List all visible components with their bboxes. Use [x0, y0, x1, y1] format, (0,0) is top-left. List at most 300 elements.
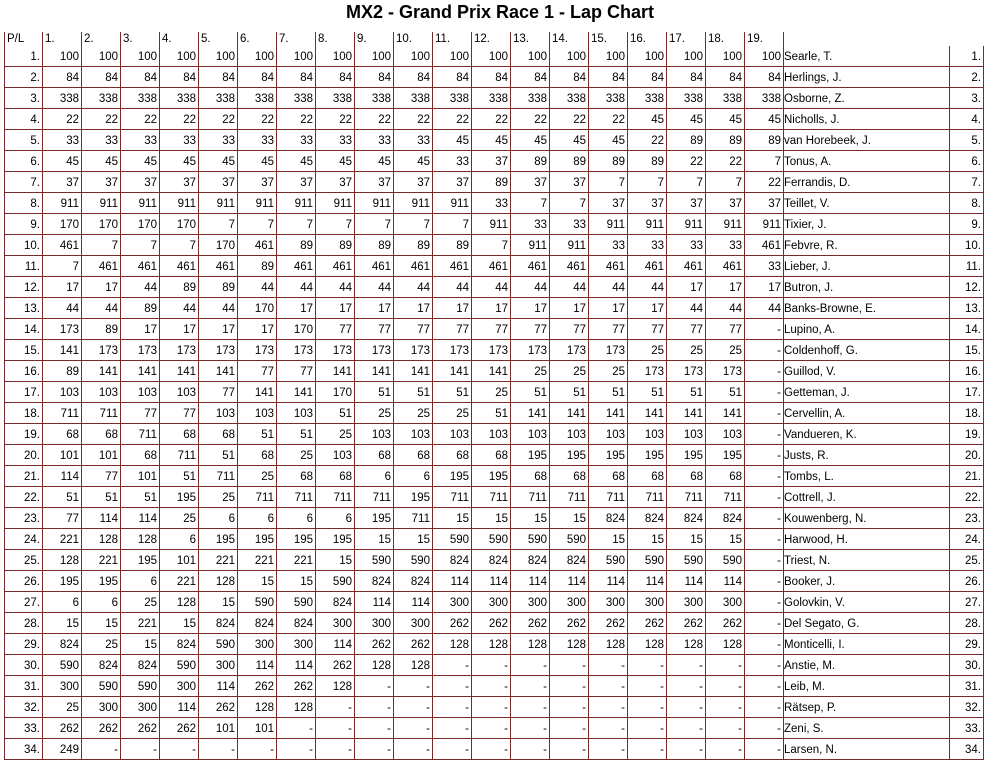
header-lap-1: 1. [43, 32, 82, 46]
header-lap-8: 8. [316, 32, 355, 46]
lap-cell: 128 [277, 697, 316, 718]
lap-cell: - [394, 697, 433, 718]
lap-cell: 103 [199, 403, 238, 424]
lap-cell: 84 [511, 67, 550, 88]
lap-cell: 84 [43, 67, 82, 88]
lap-cell: 100 [43, 46, 82, 67]
lap-cell: 300 [277, 634, 316, 655]
lap-cell: 100 [433, 46, 472, 67]
position-right-cell: 26. [950, 571, 984, 592]
lap-cell: 17 [433, 298, 472, 319]
lap-cell: 128 [628, 634, 667, 655]
lap-cell: 461 [394, 256, 433, 277]
lap-cell: - [316, 697, 355, 718]
lap-cell: - [589, 655, 628, 676]
lap-cell: 15 [394, 529, 433, 550]
lap-cell: 262 [199, 697, 238, 718]
lap-cell: 44 [199, 298, 238, 319]
lap-cell: 170 [160, 214, 199, 235]
table-row [5, 403, 984, 424]
lap-cell: - [394, 676, 433, 697]
lap-cell: 114 [706, 571, 745, 592]
lap-cell: 22 [199, 109, 238, 130]
lap-cell: 37 [277, 172, 316, 193]
lap-cell: 911 [121, 193, 160, 214]
lap-cell: 711 [550, 487, 589, 508]
table-row [5, 151, 984, 172]
lap-cell: 37 [238, 172, 277, 193]
lap-cell: 590 [511, 529, 550, 550]
lap-cell: 100 [706, 46, 745, 67]
lap-cell: 300 [511, 592, 550, 613]
lap-cell: 911 [355, 193, 394, 214]
lap-cell: 911 [550, 235, 589, 256]
table-row [5, 676, 984, 697]
lap-cell: 173 [511, 340, 550, 361]
lap-cell: 300 [355, 613, 394, 634]
lap-cell: 15 [589, 529, 628, 550]
lap-cell: 911 [628, 214, 667, 235]
lap-cell: - [433, 697, 472, 718]
lap-cell: 7 [628, 172, 667, 193]
lap-cell: 711 [472, 487, 511, 508]
lap-cell: 15 [706, 529, 745, 550]
lap-cell: 7 [472, 235, 511, 256]
lap-cell: 25 [706, 340, 745, 361]
lap-cell: 7 [121, 235, 160, 256]
lap-cell: 101 [82, 445, 121, 466]
lap-cell: 51 [238, 424, 277, 445]
lap-cell: 128 [550, 634, 589, 655]
position-cell: 33. [5, 718, 43, 739]
lap-cell: 101 [43, 445, 82, 466]
lap-cell: 89 [199, 277, 238, 298]
lap-cell: 89 [238, 256, 277, 277]
position-right-cell: 27. [950, 592, 984, 613]
lap-cell: 590 [628, 550, 667, 571]
lap-cell: 101 [160, 550, 199, 571]
lap-cell: 221 [160, 571, 199, 592]
lap-cell: 25 [238, 466, 277, 487]
lap-cell: 141 [706, 403, 745, 424]
table-row [5, 487, 984, 508]
lap-cell: 338 [550, 88, 589, 109]
lap-cell: 17 [121, 319, 160, 340]
rider-name-cell: Triest, N. [784, 550, 950, 571]
lap-cell: 103 [394, 424, 433, 445]
header-lap-18: 18. [706, 32, 745, 46]
lap-cell: 7 [160, 235, 199, 256]
lap-cell: 173 [667, 361, 706, 382]
lap-cell: 711 [628, 487, 667, 508]
lap-cell: 25 [589, 361, 628, 382]
lap-cell: 195 [589, 445, 628, 466]
lap-cell: 461 [472, 256, 511, 277]
lap-cell: 7 [277, 214, 316, 235]
lap-cell: 195 [82, 571, 121, 592]
lap-cell: 89 [667, 130, 706, 151]
lap-cell: 114 [43, 466, 82, 487]
rider-name-cell: Kouwenberg, N. [784, 508, 950, 529]
position-right-cell: 3. [950, 88, 984, 109]
lap-cell: 45 [706, 109, 745, 130]
lap-cell: 461 [628, 256, 667, 277]
lap-cell: 128 [238, 697, 277, 718]
lap-cell: 911 [589, 214, 628, 235]
lap-cell: 100 [550, 46, 589, 67]
lap-cell: 25 [121, 592, 160, 613]
lap-cell: 22 [160, 109, 199, 130]
header-lap-13: 13. [511, 32, 550, 46]
position-cell: 5. [5, 130, 43, 151]
lap-cell: 103 [160, 382, 199, 403]
position-right-cell: 18. [950, 403, 984, 424]
position-right-cell: 14. [950, 319, 984, 340]
lap-cell: 262 [550, 613, 589, 634]
lap-cell: 711 [238, 487, 277, 508]
lap-cell: 7 [745, 151, 784, 172]
lap-cell: 22 [745, 172, 784, 193]
rider-name-cell: Tombs, L. [784, 466, 950, 487]
lap-cell: 45 [394, 151, 433, 172]
table-row [5, 256, 984, 277]
lap-cell: 824 [277, 613, 316, 634]
lap-cell: 141 [43, 340, 82, 361]
lap-cell: 7 [355, 214, 394, 235]
lap-cell: 37 [394, 172, 433, 193]
lap-cell: 22 [43, 109, 82, 130]
lap-cell: 195 [43, 571, 82, 592]
lap-cell: 77 [238, 361, 277, 382]
lap-cell: - [745, 676, 784, 697]
lap-cell: 221 [43, 529, 82, 550]
lap-cell: - [745, 340, 784, 361]
lap-cell: 100 [394, 46, 433, 67]
lap-cell: - [355, 718, 394, 739]
lap-cell: 22 [394, 109, 433, 130]
rider-name-cell: Larsen, N. [784, 739, 950, 760]
lap-cell: 51 [277, 424, 316, 445]
lap-cell: 824 [199, 613, 238, 634]
position-right-cell: 2. [950, 67, 984, 88]
lap-cell: 711 [121, 424, 160, 445]
rider-name-cell: Searle, T. [784, 46, 950, 67]
position-cell: 13. [5, 298, 43, 319]
lap-cell: 711 [160, 445, 199, 466]
lap-cell: 461 [706, 256, 745, 277]
lap-cell: 590 [433, 529, 472, 550]
position-right-cell: 1. [950, 46, 984, 67]
lap-cell: 195 [550, 445, 589, 466]
rider-name-cell: van Horebeek, J. [784, 130, 950, 151]
lap-cell: 103 [82, 382, 121, 403]
lap-cell: - [277, 739, 316, 760]
lap-cell: 45 [277, 151, 316, 172]
lap-cell: 100 [745, 46, 784, 67]
lap-cell: 17 [199, 319, 238, 340]
lap-cell: 22 [550, 109, 589, 130]
lap-cell: 45 [511, 130, 550, 151]
lap-cell: 590 [472, 529, 511, 550]
lap-cell: 25 [43, 697, 82, 718]
lap-cell: 89 [589, 151, 628, 172]
lap-cell: 195 [121, 550, 160, 571]
rider-name-cell: Lupino, A. [784, 319, 950, 340]
position-right-cell: 5. [950, 130, 984, 151]
lap-cell: 249 [43, 739, 82, 760]
lap-cell: 824 [160, 634, 199, 655]
table-row [5, 529, 984, 550]
lap-cell: 15 [550, 508, 589, 529]
lap-cell: 84 [628, 67, 667, 88]
position-right-cell: 6. [950, 151, 984, 172]
lap-cell: 338 [316, 88, 355, 109]
lap-cell: 114 [160, 697, 199, 718]
table-row [5, 571, 984, 592]
lap-cell: 141 [355, 361, 394, 382]
position-right-cell: 17. [950, 382, 984, 403]
lap-cell: 44 [433, 277, 472, 298]
position-cell: 20. [5, 445, 43, 466]
lap-cell: - [628, 655, 667, 676]
position-right-cell: 13. [950, 298, 984, 319]
lap-cell: 33 [706, 235, 745, 256]
header-lap-12: 12. [472, 32, 511, 46]
lap-cell: 262 [316, 655, 355, 676]
lap-cell: 22 [433, 109, 472, 130]
table-row [5, 46, 984, 67]
lap-cell: 461 [667, 256, 706, 277]
lap-cell: 100 [589, 46, 628, 67]
lap-cell: 51 [355, 382, 394, 403]
lap-cell: 89 [160, 277, 199, 298]
position-cell: 21. [5, 466, 43, 487]
header-lap-17: 17. [667, 32, 706, 46]
position-right-cell: 25. [950, 550, 984, 571]
lap-cell: 141 [472, 361, 511, 382]
lap-cell: 461 [589, 256, 628, 277]
lap-cell: 7 [589, 172, 628, 193]
lap-cell: 141 [82, 361, 121, 382]
lap-cell: - [628, 697, 667, 718]
lap-cell: 590 [706, 550, 745, 571]
table-row [5, 193, 984, 214]
lap-cell: 33 [82, 130, 121, 151]
position-cell: 1. [5, 46, 43, 67]
lap-cell: 17 [43, 277, 82, 298]
position-cell: 17. [5, 382, 43, 403]
lap-cell: 461 [82, 256, 121, 277]
header-lap-19: 19. [745, 32, 784, 46]
lap-cell: 33 [745, 256, 784, 277]
lap-cell: 22 [628, 130, 667, 151]
lap-cell: 128 [316, 676, 355, 697]
lap-cell: 590 [238, 592, 277, 613]
lap-cell: 262 [394, 634, 433, 655]
lap-cell: 68 [199, 424, 238, 445]
lap-cell: 911 [82, 193, 121, 214]
lap-cell: 170 [316, 382, 355, 403]
lap-cell: 911 [160, 193, 199, 214]
lap-cell: 173 [628, 361, 667, 382]
header-lap-2: 2. [82, 32, 121, 46]
lap-cell: 103 [589, 424, 628, 445]
lap-cell: 25 [277, 445, 316, 466]
lap-cell: 170 [121, 214, 160, 235]
position-right-cell: 10. [950, 235, 984, 256]
lap-cell: 15 [277, 571, 316, 592]
lap-cell: 33 [316, 130, 355, 151]
position-right-cell: 9. [950, 214, 984, 235]
lap-cell: - [706, 676, 745, 697]
lap-cell: 44 [589, 277, 628, 298]
lap-cell: 262 [706, 613, 745, 634]
lap-cell: 262 [433, 613, 472, 634]
lap-cell: 262 [160, 718, 199, 739]
lap-cell: 6 [316, 508, 355, 529]
lap-cell: 114 [82, 508, 121, 529]
rider-name-cell: Leib, M. [784, 676, 950, 697]
lap-cell: 461 [745, 235, 784, 256]
lap-cell: 195 [199, 529, 238, 550]
lap-cell: - [511, 676, 550, 697]
position-right-cell: 7. [950, 172, 984, 193]
lap-cell: 300 [316, 613, 355, 634]
lap-cell: - [745, 403, 784, 424]
lap-cell: - [745, 739, 784, 760]
lap-cell: 6 [355, 466, 394, 487]
lap-cell: 711 [43, 403, 82, 424]
position-right-cell: 33. [950, 718, 984, 739]
lap-cell: 195 [277, 529, 316, 550]
lap-cell: 338 [43, 88, 82, 109]
lap-cell: 711 [199, 466, 238, 487]
lap-cell: 17 [160, 319, 199, 340]
lap-cell: 37 [160, 172, 199, 193]
lap-cell: 170 [82, 214, 121, 235]
lap-cell: 17 [589, 298, 628, 319]
lap-cell: 45 [745, 109, 784, 130]
lap-cell: 51 [43, 487, 82, 508]
lap-cell: 77 [433, 319, 472, 340]
table-row [5, 130, 984, 151]
lap-cell: 37 [550, 172, 589, 193]
lap-cell: 824 [550, 550, 589, 571]
lap-cell: 84 [706, 67, 745, 88]
lap-cell: 15 [121, 634, 160, 655]
rider-name-cell: Febvre, R. [784, 235, 950, 256]
lap-cell: 84 [316, 67, 355, 88]
lap-cell: 77 [394, 319, 433, 340]
lap-cell: 17 [550, 298, 589, 319]
lap-cell: 338 [706, 88, 745, 109]
position-cell: 4. [5, 109, 43, 130]
lap-cell: 44 [277, 277, 316, 298]
lap-cell: - [745, 613, 784, 634]
lap-cell: 590 [160, 655, 199, 676]
lap-cell: 173 [316, 340, 355, 361]
lap-cell: 128 [667, 634, 706, 655]
lap-cell: 51 [550, 382, 589, 403]
lap-cell: - [472, 718, 511, 739]
table-row [5, 382, 984, 403]
lap-cell: 44 [43, 298, 82, 319]
position-cell: 22. [5, 487, 43, 508]
lap-cell: 17 [706, 277, 745, 298]
lap-cell: 45 [43, 151, 82, 172]
lap-cell: 221 [199, 550, 238, 571]
lap-cell: 84 [160, 67, 199, 88]
lap-cell: 262 [628, 613, 667, 634]
lap-cell: 824 [628, 508, 667, 529]
lap-cell: 173 [394, 340, 433, 361]
position-right-cell: 21. [950, 466, 984, 487]
lap-cell: 68 [238, 445, 277, 466]
lap-cell: 37 [706, 193, 745, 214]
lap-cell: 103 [238, 403, 277, 424]
lap-cell: 17 [472, 298, 511, 319]
lap-cell: 128 [589, 634, 628, 655]
position-cell: 32. [5, 697, 43, 718]
lap-cell: 338 [238, 88, 277, 109]
lap-cell: 128 [472, 634, 511, 655]
lap-cell: 6 [199, 508, 238, 529]
lap-cell: 114 [277, 655, 316, 676]
position-cell: 6. [5, 151, 43, 172]
lap-cell: 68 [394, 445, 433, 466]
lap-cell: 45 [472, 130, 511, 151]
lap-cell: 68 [433, 445, 472, 466]
lap-cell: 824 [316, 592, 355, 613]
lap-cell: - [433, 739, 472, 760]
rider-name-cell: Guillod, V. [784, 361, 950, 382]
lap-cell: 15 [472, 508, 511, 529]
lap-cell: 51 [667, 382, 706, 403]
lap-cell: 37 [355, 172, 394, 193]
lap-cell: 22 [316, 109, 355, 130]
lap-cell: 195 [472, 466, 511, 487]
lap-cell: 173 [706, 361, 745, 382]
rider-name-cell: Cottrell, J. [784, 487, 950, 508]
lap-cell: 141 [277, 382, 316, 403]
lap-cell: 22 [511, 109, 550, 130]
lap-cell: 25 [511, 361, 550, 382]
rider-name-cell: Booker, J. [784, 571, 950, 592]
lap-cell: 17 [238, 319, 277, 340]
lap-cell: 461 [160, 256, 199, 277]
position-right-cell: 12. [950, 277, 984, 298]
lap-cell: 68 [628, 466, 667, 487]
lap-cell: 590 [121, 676, 160, 697]
lap-cell: 262 [43, 718, 82, 739]
lap-cell: 461 [511, 256, 550, 277]
lap-cell: 84 [121, 67, 160, 88]
lap-cell: 7 [511, 193, 550, 214]
lap-cell: 300 [121, 697, 160, 718]
lap-cell: 77 [589, 319, 628, 340]
lap-cell: 37 [433, 172, 472, 193]
lap-cell: 300 [43, 676, 82, 697]
lap-cell: 7 [238, 214, 277, 235]
rider-name-cell: Tonus, A. [784, 151, 950, 172]
lap-cell: 77 [82, 466, 121, 487]
lap-cell: 33 [550, 214, 589, 235]
rider-name-cell: Getteman, J. [784, 382, 950, 403]
lap-cell: 100 [316, 46, 355, 67]
lap-cell: 17 [316, 298, 355, 319]
lap-cell: 44 [238, 277, 277, 298]
lap-cell: 68 [589, 466, 628, 487]
